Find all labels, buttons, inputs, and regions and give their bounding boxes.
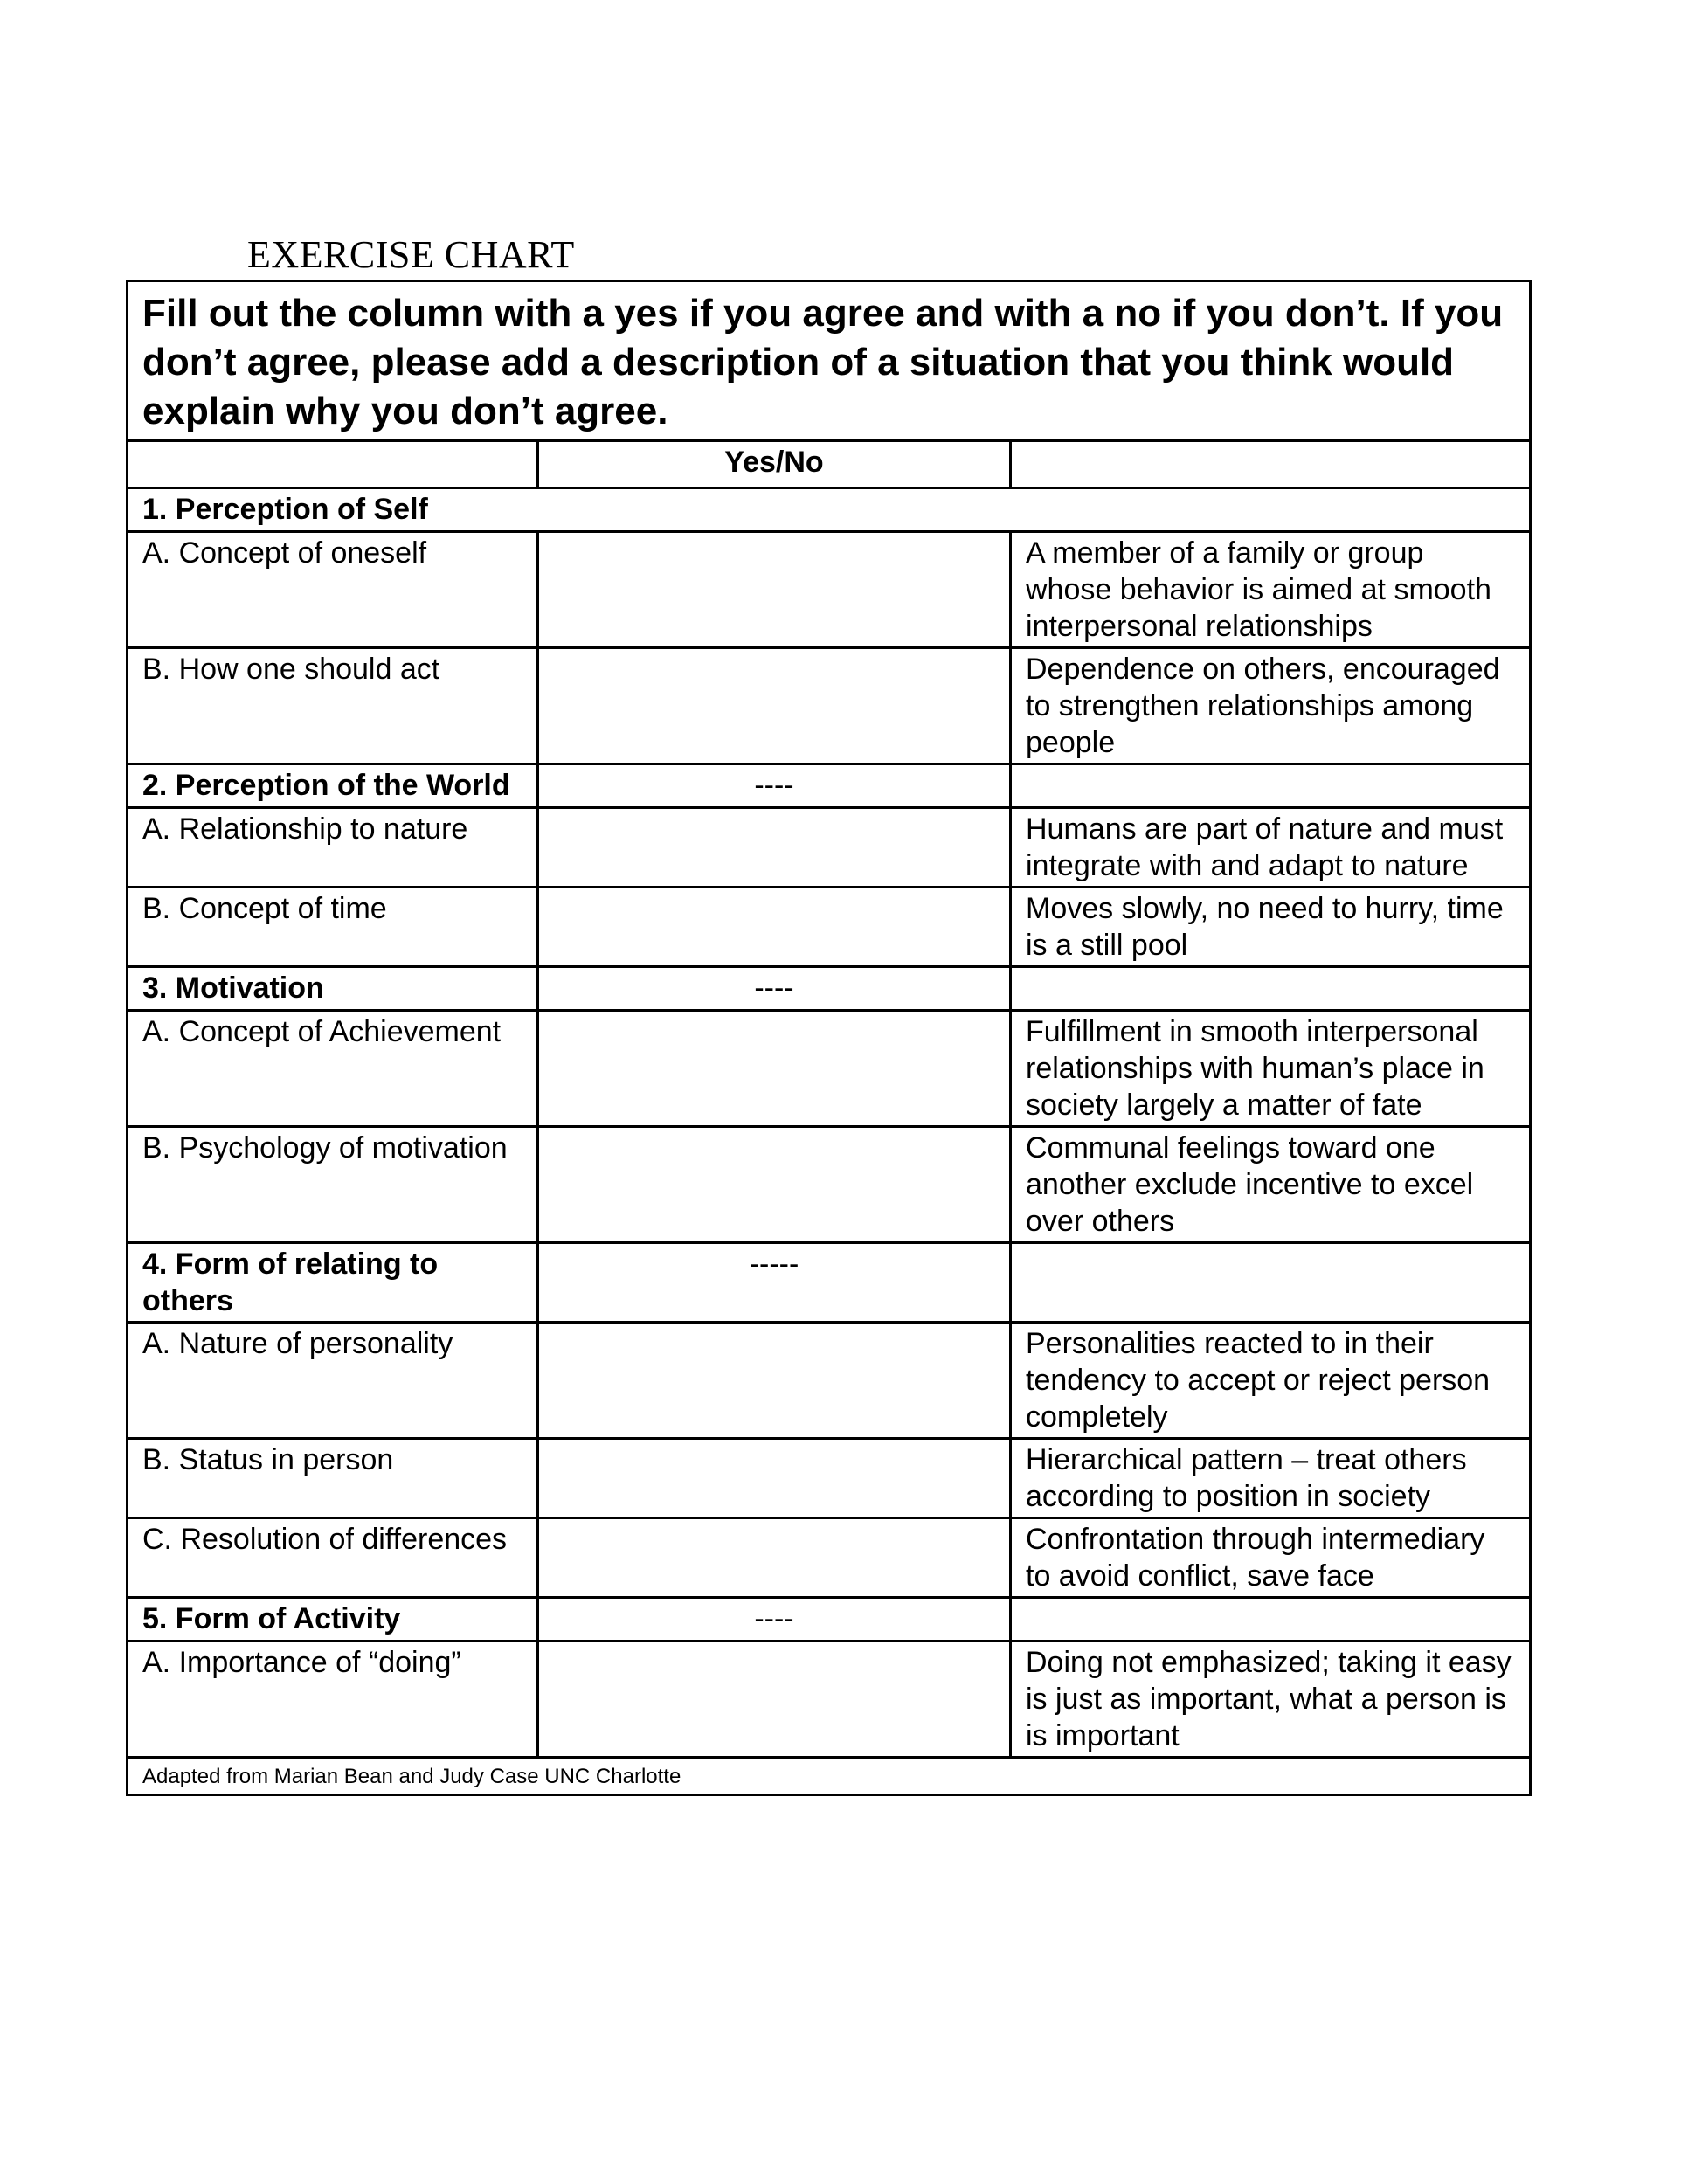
- item-description: Confrontation through intermediary to avoid conflict, save face: [1011, 1518, 1531, 1598]
- item-description: Dependence on others, encouraged to strengthen relationships among people: [1011, 648, 1531, 764]
- instructions-text: Fill out the column with a yes if you agree and with a no if you don’t. If you don’t agree, please add a description of a situation that you think would explain why you don’t agree.: [128, 281, 1531, 441]
- table-row: [128, 1518, 1531, 1598]
- yes-no-answer-cell[interactable]: [538, 1011, 1011, 1127]
- section-empty-cell: [1011, 1243, 1531, 1323]
- table-row: [128, 808, 1531, 888]
- section-empty-cell: [1011, 967, 1531, 1011]
- section-row: [128, 967, 1531, 1011]
- section-dash: -----: [538, 1243, 1011, 1323]
- section-row: [128, 764, 1531, 808]
- yes-no-answer-cell[interactable]: [538, 1641, 1011, 1758]
- item-label: A. Relationship to nature: [128, 808, 538, 888]
- item-description: Humans are part of nature and must integrate with and adapt to nature: [1011, 808, 1531, 888]
- table-row: [128, 888, 1531, 967]
- table-row: [128, 1323, 1531, 1439]
- section-empty-cell: [1011, 1598, 1531, 1641]
- exercise-chart-table: [126, 280, 1532, 1796]
- table-row: [128, 1439, 1531, 1518]
- item-label: B. Psychology of motivation: [128, 1127, 538, 1243]
- header-cell-3: [1011, 441, 1531, 488]
- item-description: Fulfillment in smooth interpersonal relationships with human’s place in society largely a matter of fate: [1011, 1011, 1531, 1127]
- section-row: [128, 1243, 1531, 1323]
- item-label: B. Concept of time: [128, 888, 538, 967]
- section-dash: ----: [538, 1598, 1011, 1641]
- section-empty-cell: [1011, 764, 1531, 808]
- item-label: B. Status in person: [128, 1439, 538, 1518]
- yes-no-answer-cell[interactable]: [538, 1439, 1011, 1518]
- item-description: A member of a family or group whose behavior is aimed at smooth interpersonal relationships: [1011, 532, 1531, 648]
- table-row: [128, 532, 1531, 648]
- attribution-footer: Adapted from Marian Bean and Judy Case UNC Charlotte: [128, 1758, 1531, 1795]
- item-description: Doing not emphasized; taking it easy is just as important, what a person is is important: [1011, 1641, 1531, 1758]
- yes-no-answer-cell[interactable]: [538, 648, 1011, 764]
- page-title: EXERCISE CHART: [247, 233, 575, 276]
- item-label: A. Concept of Achievement: [128, 1011, 538, 1127]
- section-row: [128, 1598, 1531, 1641]
- instructions-row: [128, 281, 1531, 441]
- header-cell-1: [128, 441, 538, 488]
- yes-no-answer-cell[interactable]: [538, 1518, 1011, 1598]
- section-heading: 1. Perception of Self: [128, 488, 1531, 532]
- item-label: A. Importance of “doing”: [128, 1641, 538, 1758]
- section-dash: ----: [538, 764, 1011, 808]
- item-description: Hierarchical pattern – treat others according to position in society: [1011, 1439, 1531, 1518]
- footer-row: [128, 1758, 1531, 1795]
- table-row: [128, 1127, 1531, 1243]
- section-heading: 2. Perception of the World: [128, 764, 538, 808]
- yes-no-header: Yes/No: [538, 441, 1011, 488]
- item-label: C. Resolution of differences: [128, 1518, 538, 1598]
- yes-no-answer-cell[interactable]: [538, 1127, 1011, 1243]
- table-row: [128, 1011, 1531, 1127]
- section-heading: 4. Form of relating to others: [128, 1243, 538, 1323]
- item-description: Personalities reacted to in their tendency to accept or reject person completely: [1011, 1323, 1531, 1439]
- item-label: A. Nature of personality: [128, 1323, 538, 1439]
- yes-no-answer-cell[interactable]: [538, 1323, 1011, 1439]
- section-dash: ----: [538, 967, 1011, 1011]
- section-heading: 5. Form of Activity: [128, 1598, 538, 1641]
- section-heading: 3. Motivation: [128, 967, 538, 1011]
- yes-no-answer-cell[interactable]: [538, 532, 1011, 648]
- header-row: [128, 441, 1531, 488]
- table-row: [128, 1641, 1531, 1758]
- yes-no-answer-cell[interactable]: [538, 888, 1011, 967]
- section-row: [128, 488, 1531, 532]
- table-row: [128, 648, 1531, 764]
- item-description: Moves slowly, no need to hurry, time is a still pool: [1011, 888, 1531, 967]
- item-description: Communal feelings toward one another exclude incentive to excel over others: [1011, 1127, 1531, 1243]
- item-label: B. How one should act: [128, 648, 538, 764]
- yes-no-answer-cell[interactable]: [538, 808, 1011, 888]
- item-label: A. Concept of oneself: [128, 532, 538, 648]
